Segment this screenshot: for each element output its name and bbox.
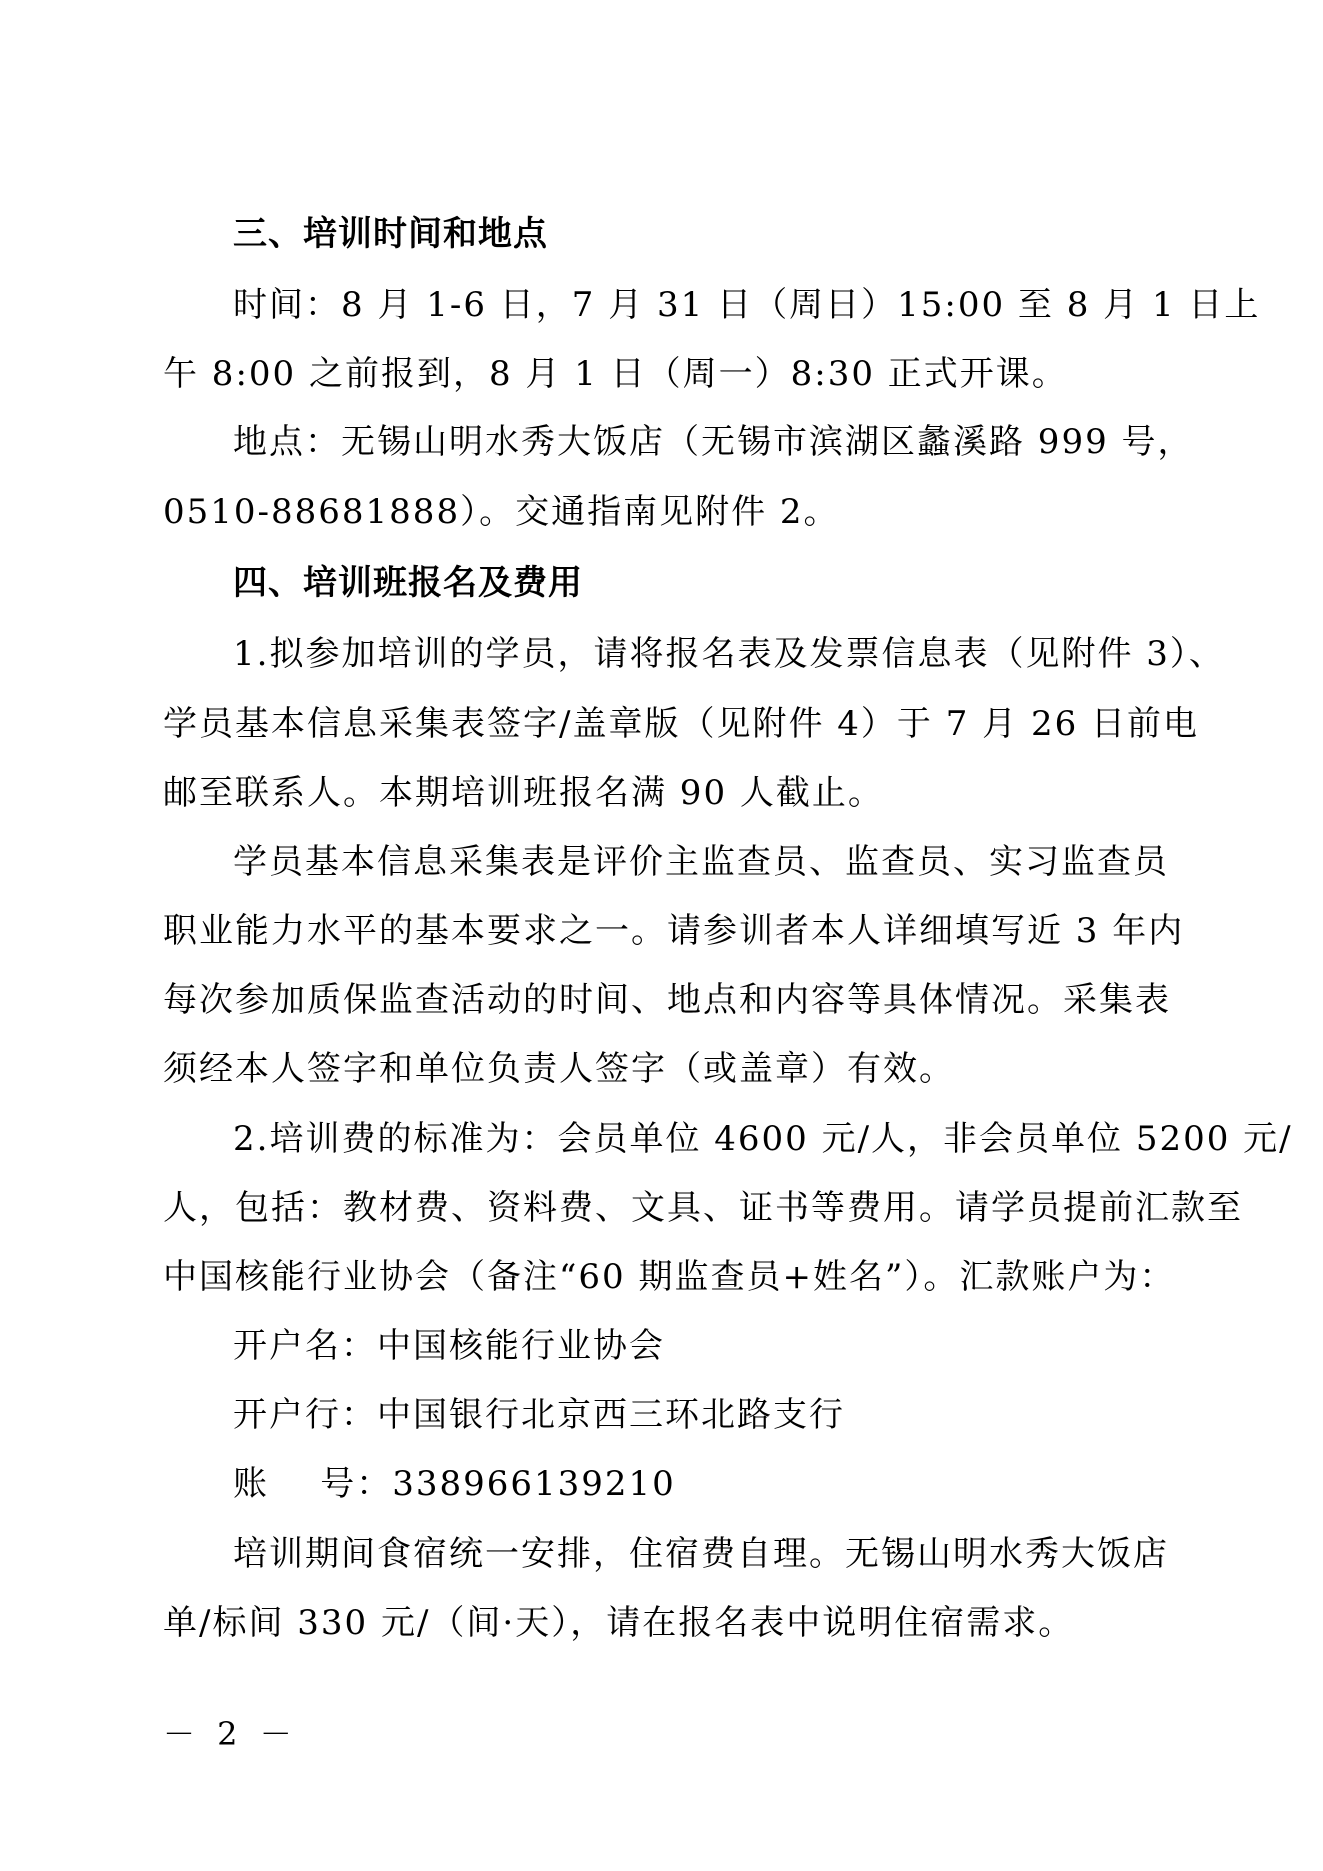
item-2-line-1: 2.培训费的标准为：会员单位 4600 元/人，非会员单位 5200 元/: [233, 1119, 1293, 1159]
page-number: － 2 －: [163, 1715, 298, 1753]
account-number-line: 账 号：338966139210: [233, 1464, 676, 1504]
location-line-2: 0510-88681888）。交通指南见附件 2。: [163, 492, 840, 532]
lodging-line-1: 培训期间食宿统一安排，住宿费自理。无锡山明水秀大饭店: [233, 1534, 1169, 1574]
collection-note-line-3: 每次参加质保监查活动的时间、地点和内容等具体情况。采集表: [163, 980, 1171, 1020]
item-1-line-3: 邮至联系人。本期培训班报名满 90 人截止。: [163, 773, 884, 813]
item-2-line-2: 人，包括：教材费、资料费、文具、证书等费用。请学员提前汇款至: [163, 1188, 1243, 1228]
collection-note-line-4: 须经本人签字和单位负责人签字（或盖章）有效。: [163, 1049, 955, 1089]
item-2-line-3: 中国核能行业协会（备注“60 期监查员+姓名”）。汇款账户为：: [163, 1257, 1176, 1297]
time-line-1: 时间：8 月 1-6 日，7 月 31 日（周日）15:00 至 8 月 1 日上: [233, 285, 1261, 325]
section-4-heading: 四、培训班报名及费用: [233, 563, 583, 603]
account-bank-line: 开户行：中国银行北京西三环北路支行: [233, 1395, 845, 1435]
collection-note-line-2: 职业能力水平的基本要求之一。请参训者本人详细填写近 3 年内: [163, 911, 1185, 951]
collection-note-line-1: 学员基本信息采集表是评价主监查员、监查员、实习监查员: [233, 842, 1169, 882]
account-name-line: 开户名：中国核能行业协会: [233, 1326, 665, 1366]
lodging-line-2: 单/标间 330 元/（间·天），请在报名表中说明住宿需求。: [163, 1603, 1075, 1643]
section-3-heading: 三、培训时间和地点: [233, 214, 548, 254]
item-1-line-1: 1.拟参加培训的学员，请将报名表及发票信息表（见附件 3）、: [233, 634, 1225, 674]
time-line-2: 午 8:00 之前报到，8 月 1 日（周一）8:30 正式开课。: [163, 354, 1068, 394]
item-1-line-2: 学员基本信息采集表签字/盖章版（见附件 4）于 7 月 26 日前电: [163, 704, 1200, 744]
location-line-1: 地点：无锡山明水秀大饭店（无锡市滨湖区蠡溪路 999 号，: [233, 422, 1194, 462]
